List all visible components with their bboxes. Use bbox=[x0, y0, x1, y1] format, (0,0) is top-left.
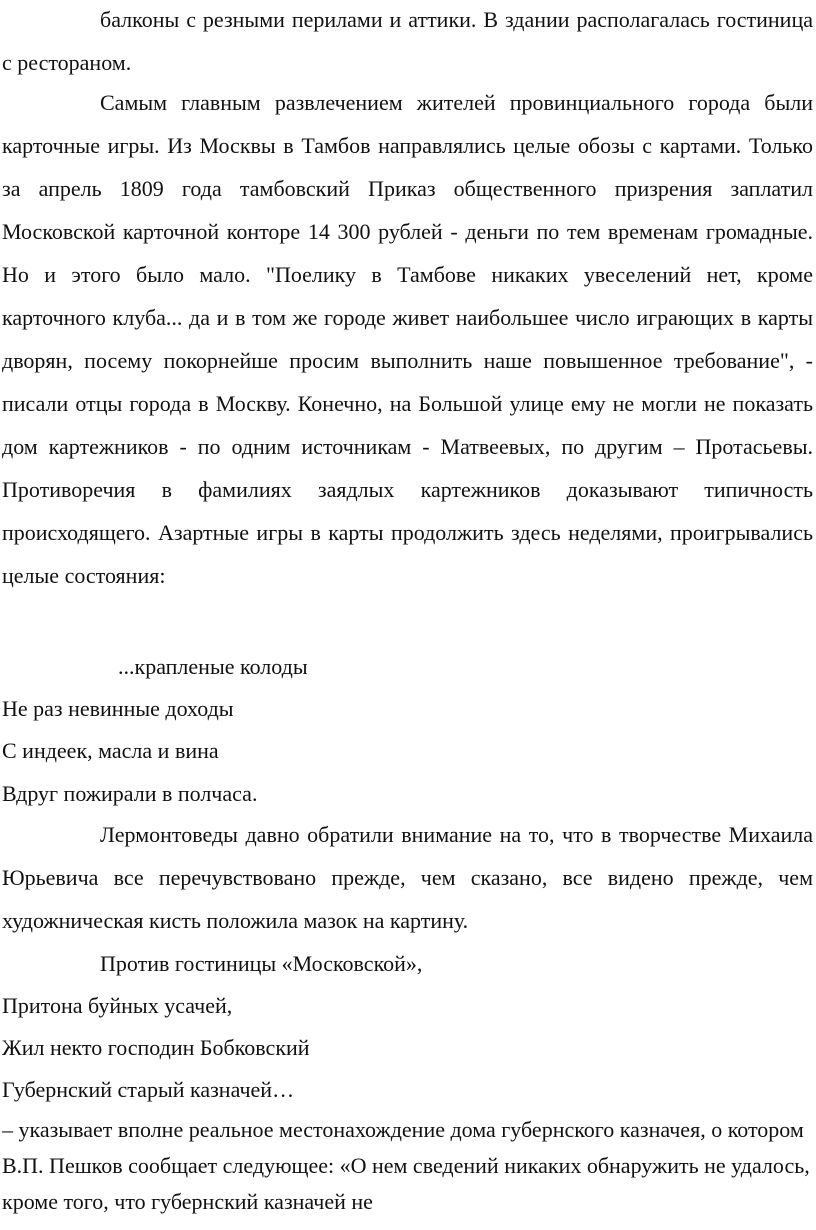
paragraph-lermontov-scholars: Лермонтоведы давно обратили внимание на то, что в творчестве Михаила Юрьевича все перечувствовано прежде, чем сказано, все видено прежде, чем художническая кисть положила мазок на картину. bbox=[2, 822, 813, 933]
verse2-line-4: Губернский старый казначей… bbox=[2, 1077, 295, 1102]
paragraph-treasurer-location: – указывает вполне реальное местонахождение дома губернского казначея, о котором В.П. Пешков сообщает следующее: «О нем сведений никаких обнаружить не удалось, кроме того, что губернский казначей не bbox=[2, 1117, 810, 1214]
verse1-line-3: С индеек, масла и вина bbox=[2, 738, 219, 763]
paragraph-card-games: Самым главным развлечением жителей провинциального города были карточные игры. Из Москвы в Тамбов направлялись целые обозы с картами. Только за апрель 1809 года тамбовский Приказ общественного призрения заплатил Московской карточной конторе 14 300 рублей - деньги по тем временам громадные. Но и этого было мало. "Поелику в Тамбове никаких увеселений нет, кроме карточного клуба... да и в том же городе живет наибольшее число играющих в карты дворян, посему покорнейше просим выполнить наше повышенное требование", - писали отцы города в Москву. Конечно, на Большой улице ему не могли не показать дом картежников - по одним источникам - Матвеевых, по другим – Протасьевы. Противоречия в фамилиях заядлых картежников доказывают типичность происходящего. Азартные игры в карты продолжить здесь неделями, проигрывались целые состояния: bbox=[2, 90, 813, 588]
verse1-line-1: ...крапленые колоды bbox=[118, 654, 308, 679]
verse2-line-2: Притона буйных усачей, bbox=[2, 993, 233, 1018]
paragraph-hotel: балконы с резными перилами и аттики. В здании располагалась гостиница с рестораном. bbox=[2, 7, 813, 75]
verse1-line-2: Не раз невинные доходы bbox=[2, 696, 234, 721]
verse2-line-3: Жил некто господин Бобковский bbox=[2, 1035, 310, 1060]
verse2-line-1: Против гостиницы «Московской», bbox=[100, 951, 423, 976]
verse1-line-4: Вдруг пожирали в полчаса. bbox=[2, 781, 258, 806]
